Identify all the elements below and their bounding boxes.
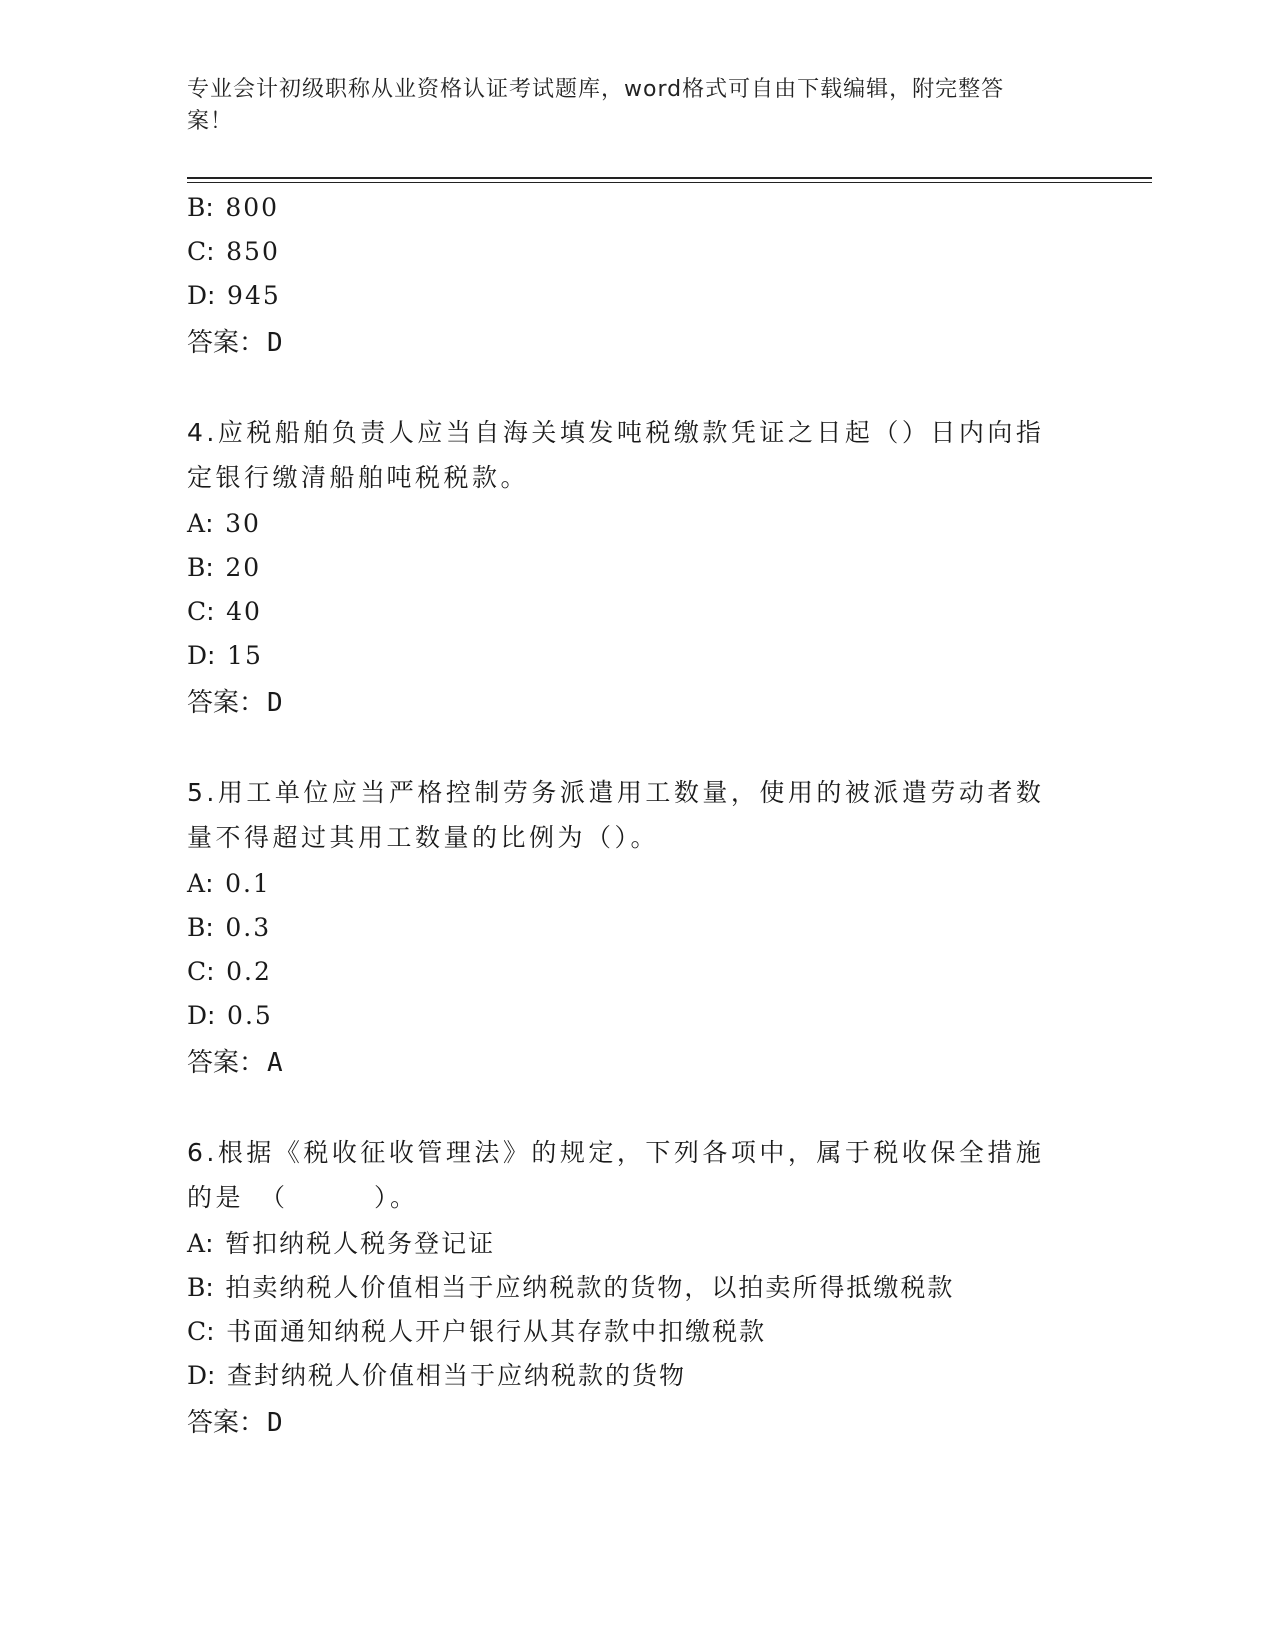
option-row (187, 869, 271, 899)
option-row (187, 509, 261, 539)
option-label: C (187, 597, 207, 626)
option-separator: : (205, 193, 216, 222)
option-row (187, 281, 281, 311)
header-rule-thick (187, 177, 1152, 179)
question-text-line2: 的是 （ ）。 (187, 1183, 419, 1212)
answer-label: 答案： (187, 328, 266, 358)
option-value: 945 (227, 281, 281, 310)
option-separator: : (207, 1001, 218, 1030)
option-label: D (187, 1361, 208, 1390)
answer-value: D (267, 328, 283, 358)
option-separator: : (205, 1273, 216, 1302)
option-label: D (187, 281, 208, 310)
question-text-line2: 量不得超过其用工数量的比例为（）。 (187, 823, 660, 852)
option-row (187, 193, 279, 223)
option-value: 0.3 (225, 913, 272, 942)
option-value: 书面通知纳税人开户银行从其存款中扣缴税款 (226, 1317, 767, 1346)
header-text-line2: 案！ (187, 109, 234, 134)
option-label: A (187, 869, 206, 898)
answer-row (187, 328, 283, 358)
option-separator: : (207, 1361, 218, 1390)
option-separator: : (205, 509, 216, 538)
option-separator: : (207, 641, 218, 670)
answer-label: 答案： (187, 1048, 266, 1078)
option-label: D (187, 1001, 208, 1030)
option-label: C (187, 1317, 207, 1346)
option-separator: : (207, 281, 218, 310)
option-value: 30 (225, 509, 261, 538)
option-label: B (187, 193, 206, 222)
option-value: 15 (227, 641, 263, 670)
question-text-line1: 5.用工单位应当严格控制劳务派遣用工数量，使用的被派遣劳动者数 (187, 778, 1045, 807)
option-separator: : (205, 869, 216, 898)
option-row (187, 597, 262, 627)
option-value: 拍卖纳税人价值相当于应纳税款的货物，以拍卖所得抵缴税款 (225, 1273, 955, 1302)
option-value: 800 (225, 193, 280, 222)
answer-label: 答案： (187, 1408, 266, 1438)
answer-row (187, 1408, 283, 1438)
option-row (187, 913, 271, 943)
option-value: 0.2 (226, 957, 272, 986)
option-label: C (187, 957, 207, 986)
option-separator: : (206, 1317, 217, 1346)
option-row (187, 1317, 766, 1347)
option-row (187, 1361, 686, 1391)
option-row (187, 641, 263, 671)
option-label: D (187, 641, 208, 670)
option-label: B (187, 1273, 206, 1302)
option-value: 0.5 (227, 1001, 273, 1030)
option-separator: : (206, 957, 217, 986)
answer-value: A (267, 1048, 283, 1078)
option-separator: : (205, 553, 216, 582)
option-label: A (187, 509, 206, 538)
option-label: A (187, 1229, 206, 1258)
option-row (187, 1229, 495, 1259)
option-value: 0.1 (225, 869, 271, 898)
option-separator: : (206, 237, 217, 266)
option-label: B (187, 553, 206, 582)
option-value: 查封纳税人价值相当于应纳税款的货物 (227, 1361, 687, 1390)
header-rule-thin (187, 182, 1152, 183)
option-label: C (187, 237, 207, 266)
answer-row (187, 688, 283, 718)
option-separator: : (205, 1229, 216, 1258)
option-row (187, 957, 272, 987)
option-value: 850 (226, 237, 280, 266)
answer-value: D (267, 1408, 283, 1438)
question-text-line2: 定银行缴清船舶吨税税款。 (187, 463, 530, 492)
header-text-line1: 专业会计初级职称从业资格认证考试题库，word格式可自由下载编辑，附完整答 (187, 77, 1005, 102)
option-value: 暂扣纳税人税务登记证 (225, 1229, 496, 1258)
option-label: B (187, 913, 206, 942)
answer-row (187, 1048, 283, 1078)
option-separator: : (205, 913, 216, 942)
option-row (187, 237, 280, 267)
question-text-line1: 4.应税船舶负责人应当自海关填发吨税缴款凭证之日起（）日内向指 (187, 418, 1045, 447)
answer-value: D (267, 688, 283, 718)
answer-label: 答案： (187, 688, 266, 718)
option-row (187, 1001, 273, 1031)
option-value: 40 (226, 597, 262, 626)
option-separator: : (206, 597, 217, 626)
option-value: 20 (225, 553, 262, 582)
question-text-line1: 6.根据《税收征收管理法》的规定，下列各项中，属于税收保全措施 (187, 1138, 1045, 1167)
document-header (187, 74, 1067, 138)
option-row (187, 1273, 954, 1303)
option-row (187, 553, 261, 583)
